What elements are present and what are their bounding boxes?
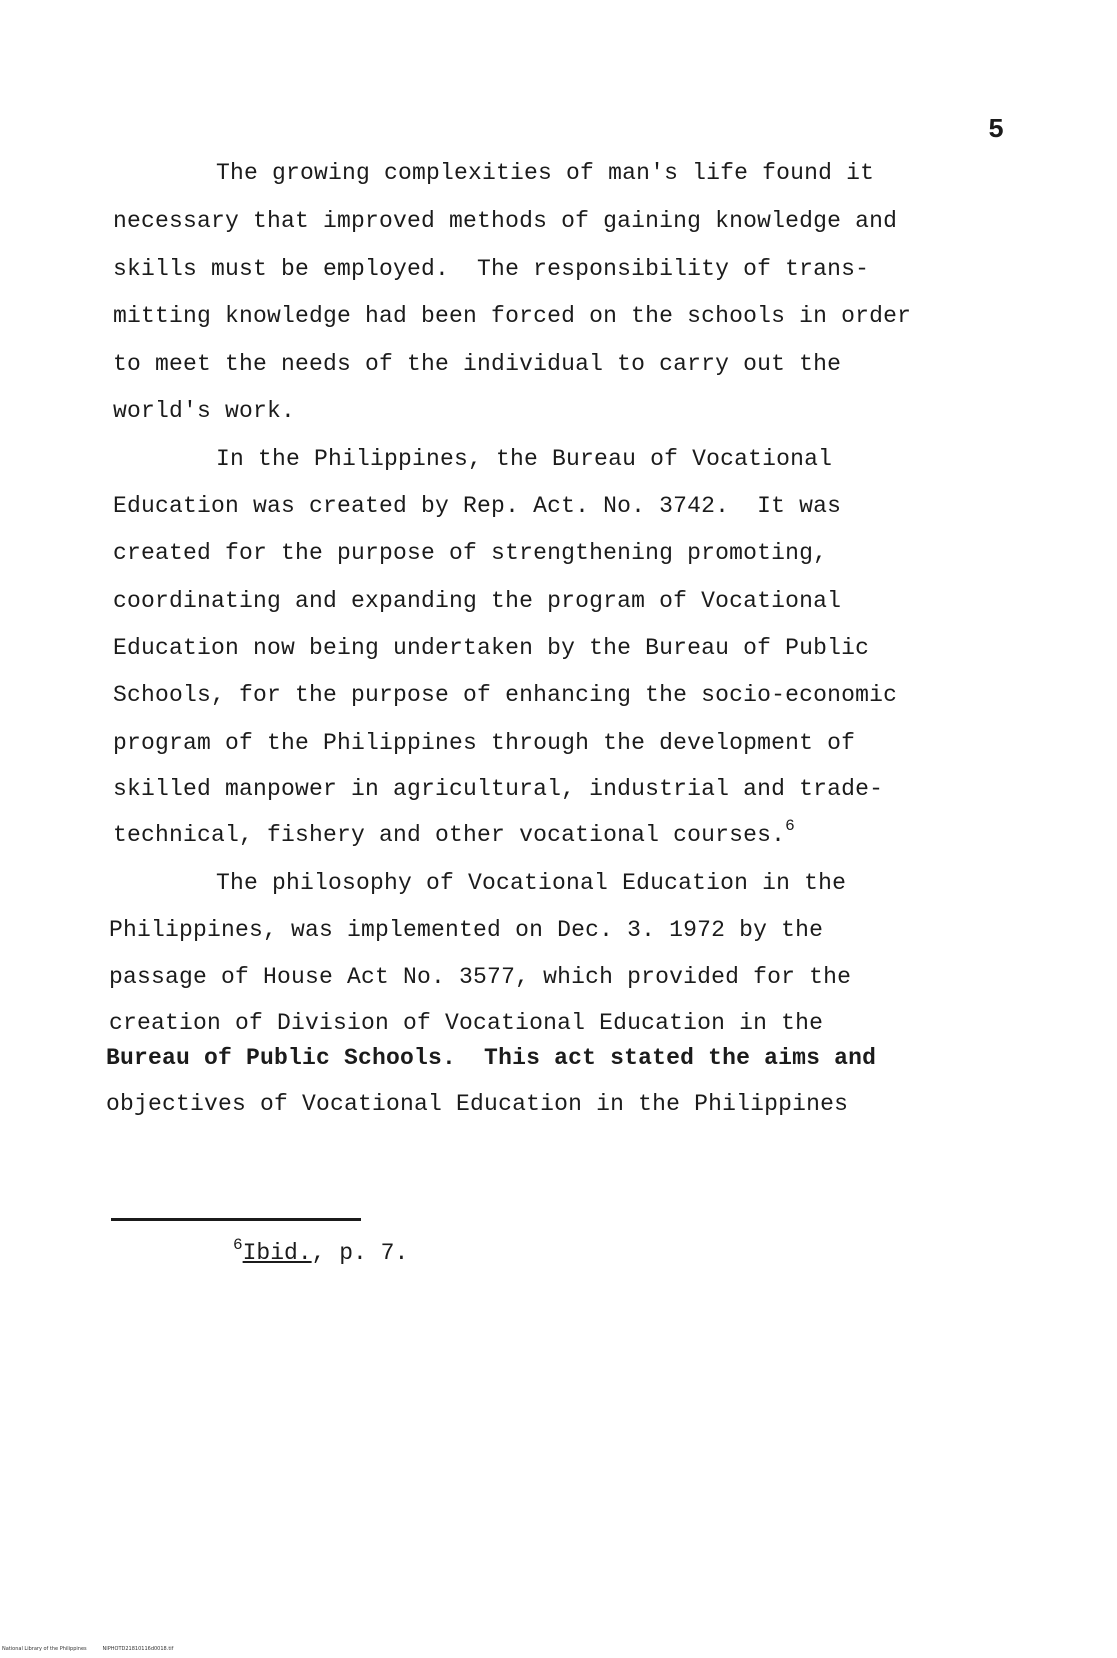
body-line: mitting knowledge had been forced on the schools in order (113, 303, 912, 329)
body-line: necessary that improved methods of gaining knowledge and (113, 208, 898, 234)
body-line: created for the purpose of strengthening promoting, (113, 540, 828, 566)
footnote-reference: 6 (785, 817, 795, 835)
body-line: skills must be employed. The responsibility of trans- (113, 256, 870, 282)
body-line: objectives of Vocational Education in the Philippines (106, 1091, 849, 1117)
body-line: Education now being undertaken by the Bureau of Public (113, 635, 870, 661)
body-line: Philippines, was implemented on Dec. 3. 1972 by the (109, 917, 824, 943)
body-line: to meet the needs of the individual to carry out the (113, 351, 842, 377)
body-line: creation of Division of Vocational Education in the (109, 1010, 824, 1036)
footnote-page: , p. 7. (311, 1240, 409, 1266)
body-line: Bureau of Public Schools. This act stated the aims and (106, 1045, 877, 1071)
body-line: program of the Philippines through the development of (113, 730, 856, 756)
body-line: passage of House Act No. 3577, which provided for the (109, 964, 852, 990)
body-line-with-footnote (113, 817, 795, 848)
footnote-marker: 6 (233, 1236, 243, 1254)
scan-footer (2, 1646, 173, 1652)
body-line: The philosophy of Vocational Education in the (216, 870, 847, 896)
body-line: Schools, for the purpose of enhancing the socio-economic (113, 682, 898, 708)
page-number: 5 (988, 116, 1005, 146)
body-line: world's work. (113, 398, 296, 424)
scan-library: National Library of the Philippines (2, 1646, 87, 1652)
footnote-source: Ibid. (242, 1240, 312, 1266)
body-line: In the Philippines, the Bureau of Vocational (216, 446, 833, 472)
body-line: coordinating and expanding the program of Vocational (113, 588, 842, 614)
footnote (233, 1236, 409, 1266)
body-line: skilled manpower in agricultural, industrial and trade- (113, 776, 884, 802)
footnote-rule (111, 1218, 361, 1221)
scan-file: NIPHOTD21810116d0018.tif (102, 1646, 174, 1652)
body-line: The growing complexities of man's life found it (216, 160, 875, 186)
body-line: technical, fishery and other vocational courses. (113, 822, 786, 848)
body-line: Education was created by Rep. Act. No. 3742. It was (113, 493, 842, 519)
